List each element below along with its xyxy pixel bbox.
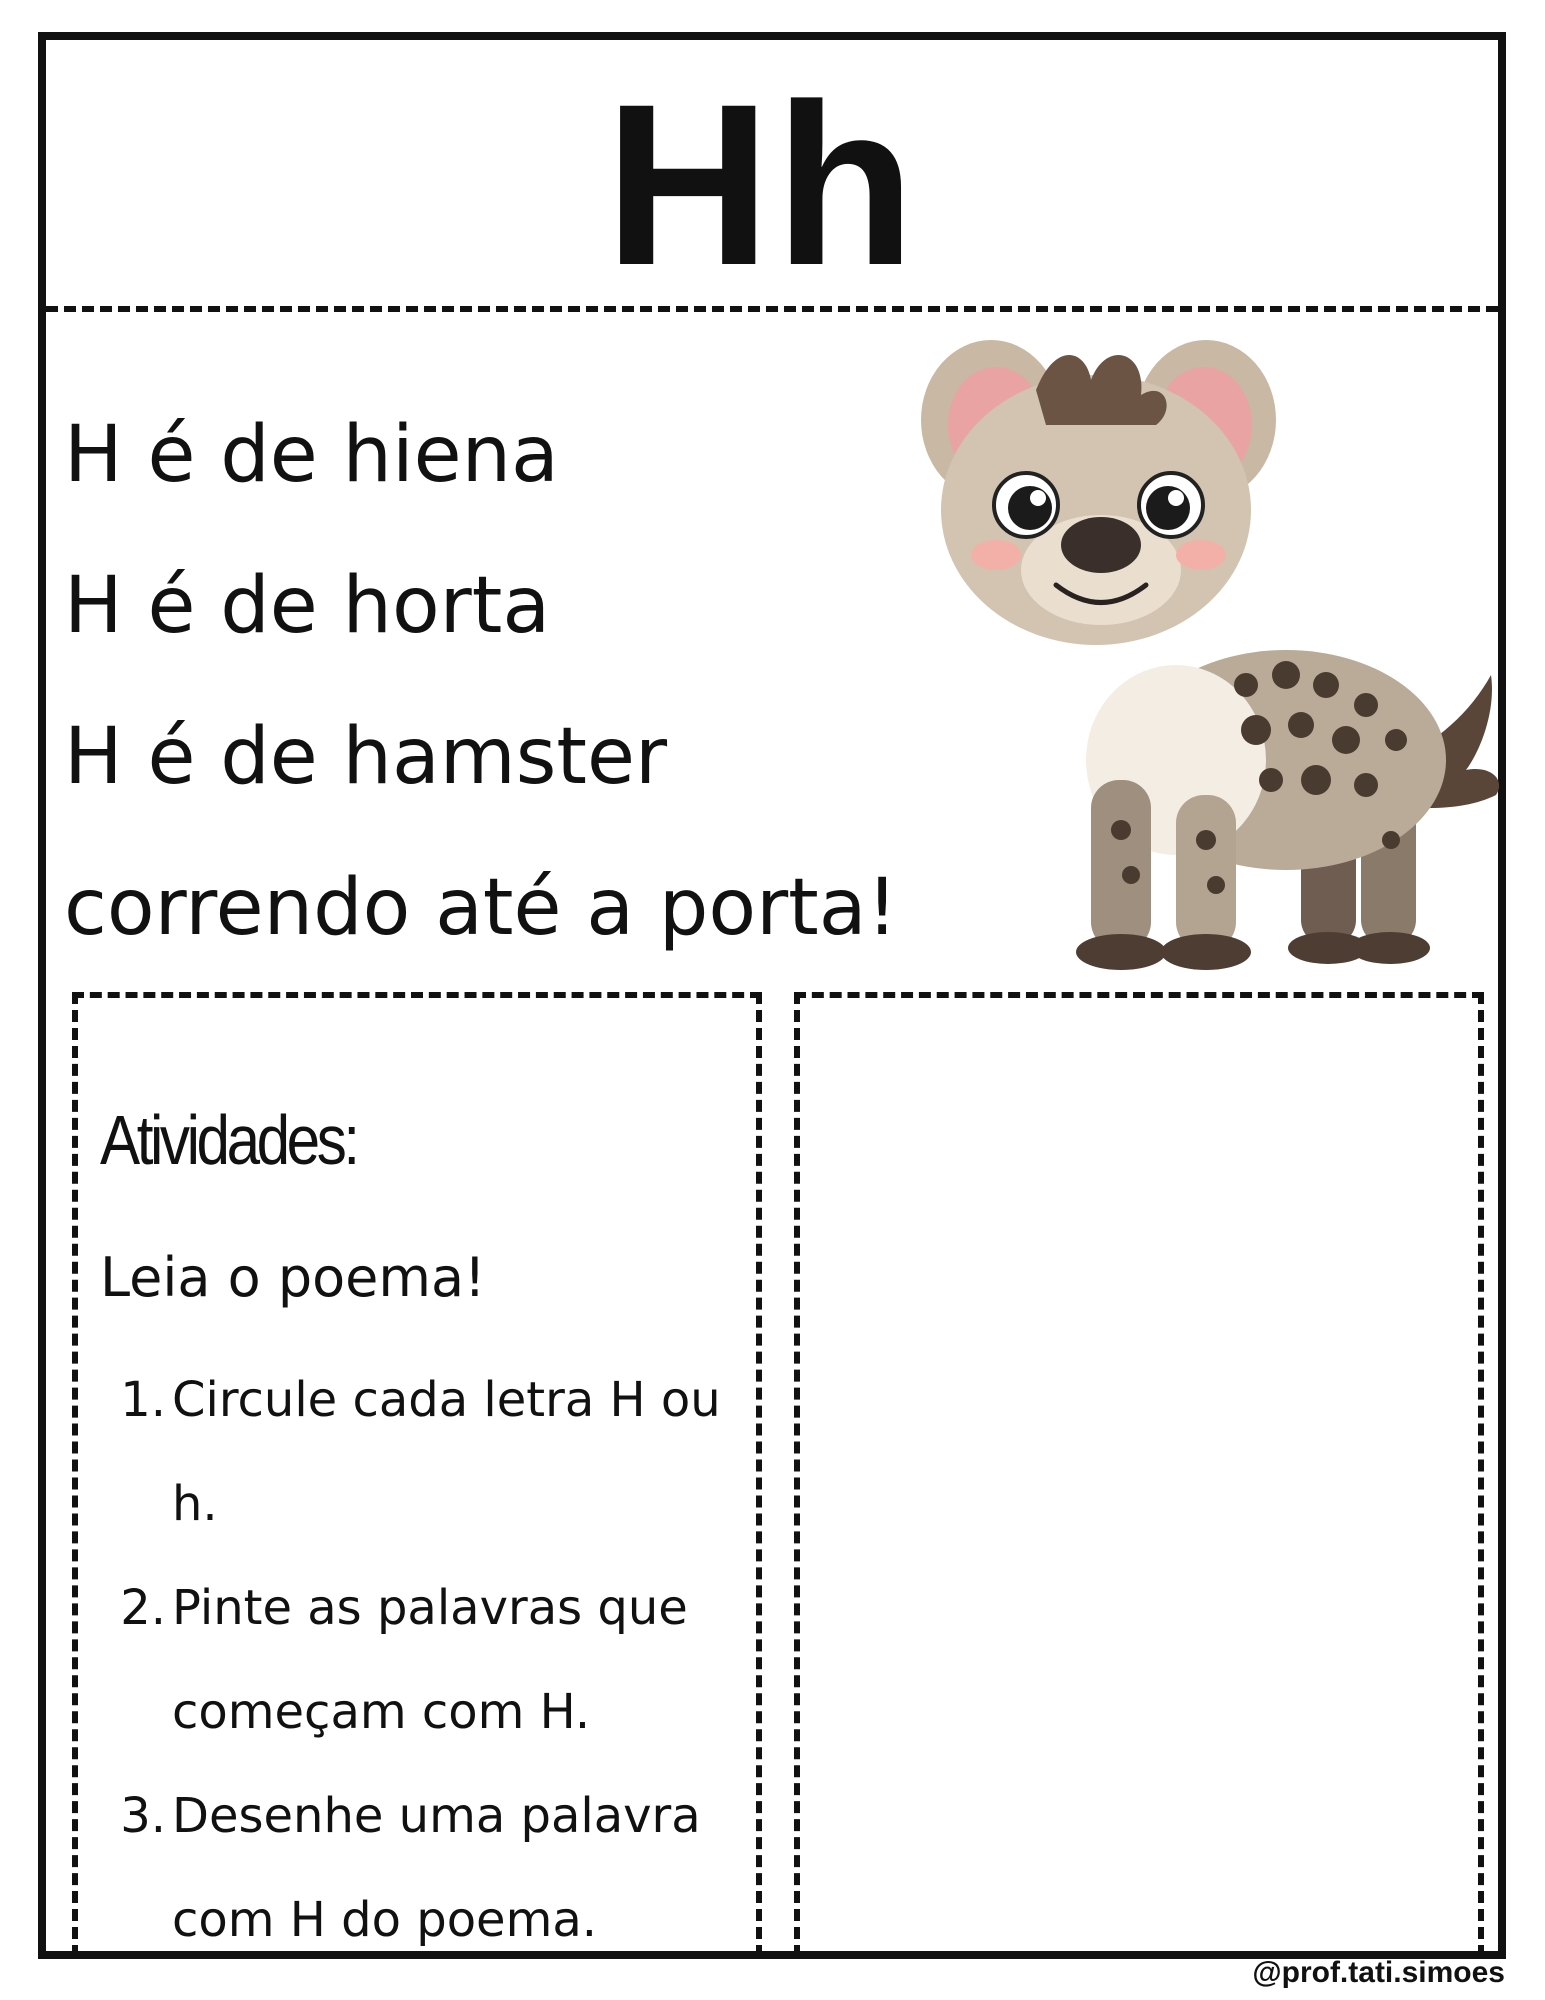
- list-item-text: Desenhe uma palavra com H do poema.: [172, 1788, 701, 1948]
- author-credit: @prof.tati.simoes: [1252, 1956, 1505, 1989]
- hyena-paw: [1350, 932, 1430, 964]
- page-title: Hh: [604, 56, 920, 313]
- hyena-illustration: [906, 340, 1516, 1000]
- list-item-number: 1.: [120, 1372, 166, 1428]
- hyena-front-leg: [1091, 780, 1151, 950]
- list-item: [108, 1348, 742, 1556]
- worksheet-frame: [38, 32, 1506, 1959]
- list-item-number: 3.: [120, 1788, 166, 1844]
- list-item: [108, 1556, 742, 1764]
- hyena-front-leg: [1176, 795, 1236, 950]
- hyena-cheek: [1176, 540, 1226, 570]
- poem: [64, 380, 898, 984]
- activities-title: Atividades:: [100, 1101, 357, 1179]
- hyena-nose: [1061, 517, 1141, 573]
- activities-box: [72, 992, 762, 1957]
- drawing-box[interactable]: [794, 992, 1484, 1957]
- list-item: [108, 1764, 742, 1972]
- hyena-cheek: [971, 540, 1021, 570]
- poem-line: H é de horta: [64, 561, 551, 651]
- activities-list: [108, 1348, 742, 1972]
- header-divider: [46, 306, 1498, 312]
- list-item-number: 2.: [120, 1580, 166, 1636]
- list-item-text: Pinte as palavras que começam com H.: [172, 1580, 688, 1740]
- list-item-text: Circule cada letra H ou h.: [172, 1372, 721, 1532]
- hyena-paw: [1076, 934, 1166, 970]
- hyena-paw: [1161, 934, 1251, 970]
- poem-line: H é de hamster: [64, 712, 668, 802]
- poem-line: H é de hiena: [64, 410, 559, 500]
- poem-line: correndo até a porta!: [64, 863, 898, 953]
- activities-intro: Leia o poema!: [100, 1246, 486, 1309]
